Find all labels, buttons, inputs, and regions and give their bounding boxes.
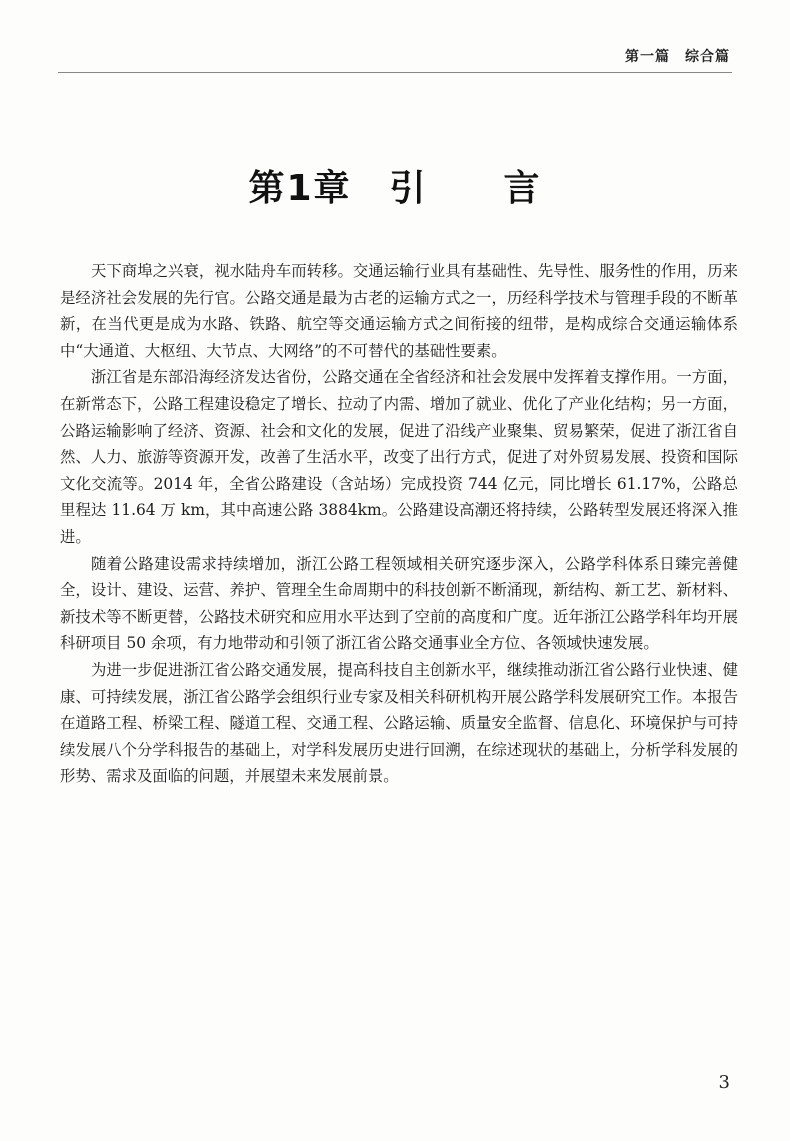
paragraph: 为进一步促进浙江省公路交通发展，提高科技自主创新水平，继续推动浙江省公路行业快速、健康、可持续发展，浙江省公路学会组织行业专家及相关科研机构开展公路学科发展研究工作。本报告在道路工程、桥梁工程、隧道工程、交通工程、公路运输、质量安全监督、信息化、环境保护与可持续发展八个分学科报告的基础上，对学科发展历史进行回溯，在综述现状的基础上，分析学科发展的形势、需求及面临的问题，并展望未来发展前景。	[60, 660, 738, 786]
chapter-title: 第1章 引 言	[248, 168, 542, 209]
running-header: 第一篇 综合篇	[625, 49, 730, 65]
paragraph: 随着公路建设需求持续增加，浙江公路工程领域相关研究逐步深入，公路学科体系日臻完善健全，设计、建设、运营、养护、管理全生命周期中的科技创新不断涌现，新结构、新工艺、新材料、新技术等不断更替，公路技术研究和应用水平达到了空前的高度和广度。近年浙江公路学科年均开展科研项目 50 余项，有力地带动和引领了浙江省公路交通事业全方位、各领域快速发展。	[60, 554, 738, 653]
header-rule	[58, 72, 732, 73]
body-text	[60, 258, 738, 790]
page-number: 3	[718, 1072, 730, 1093]
paragraph: 天下商埠之兴衰，视水陆舟车而转移。交通运输行业具有基础性、先导性、服务性的作用，历来是经济社会发展的先行官。公路交通是最为古老的运输方式之一，历经科学技术与管理手段的不断革新，在当代更是成为水路、铁路、航空等交通运输方式之间衔接的纽带，是构成综合交通运输体系中“大通道、大枢纽、大节点、大网络”的不可替代的基础性要素。	[60, 262, 738, 360]
paragraph: 浙江省是东部沿海经济发达省份，公路交通在全省经济和社会发展中发挥着支撑作用。一方面，在新常态下，公路工程建设稳定了增长、拉动了内需、增加了就业、优化了产业化结构；另一方面，公路运输影响了经济、资源、社会和文化的发展，促进了沿线产业聚集、贸易繁荣，促进了浙江省自然、人力、旅游等资源开发，改善了生活水平，改变了出行方式，促进了对外贸易发展、投资和国际文化交流等。2014 年，全省公路建设（含站场）完成投资 744 亿元，同比增长 61.17%，公路总里程达 11.64 万 km，其中高速公路 3884km。公路建设高潮还将持续，公路转型发展还将深入推进。	[60, 368, 738, 546]
